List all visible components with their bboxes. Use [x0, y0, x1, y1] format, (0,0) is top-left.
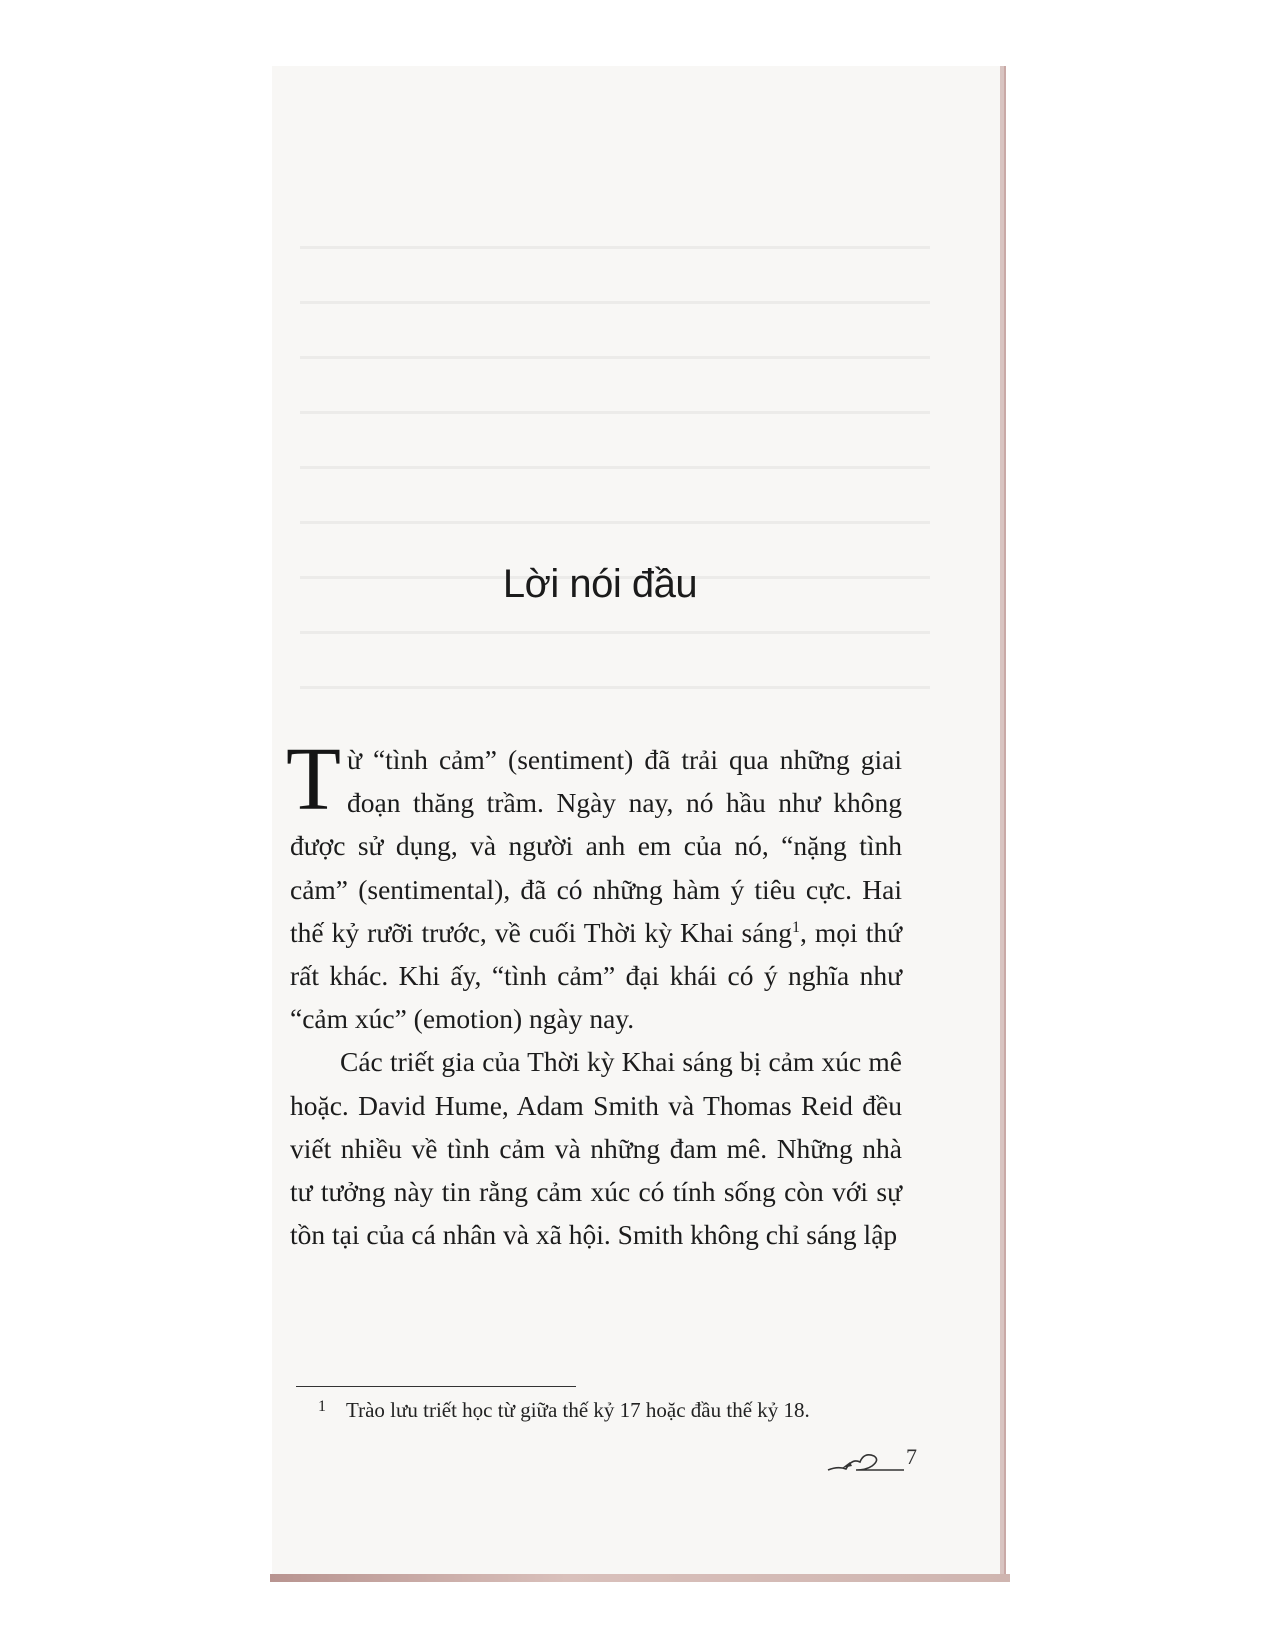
page-right-edge	[1000, 66, 1004, 1580]
footnote-number: 1	[318, 1398, 326, 1415]
chapter-title: Lời nói đầu	[502, 562, 698, 606]
paragraph-1-text: ừ “tình cảm” (sentiment) đã trải qua những giai đoạn thăng trầm. Ngày nay, nó hầu như không được sử dụng, và người anh em của nó, “nặng tình cảm” (sentimental), đã có những hàm ý tiêu cực. Hai thế kỷ rưỡi trước, về cuối Thời kỳ Khai sáng	[290, 744, 902, 948]
page-number: 7	[906, 1444, 917, 1469]
footnote-text: Trào lưu triết học từ giữa thế kỷ 17 hoặc đầu thế kỷ 18.	[346, 1398, 810, 1422]
footnote	[318, 1398, 898, 1423]
paragraph-1-end: , mọi thứ rất khác. Khi ấy, “tình cảm” đại khái có ý nghĩa như “cảm xúc” (emotion) ngày nay.	[290, 916, 902, 1035]
footnote-reference[interactable]: 1	[791, 918, 800, 936]
body-text	[286, 730, 902, 1256]
bleed-through-shadow	[300, 200, 930, 720]
paragraph-1	[286, 730, 902, 1040]
paragraph-2: Các triết gia của Thời kỳ Khai sáng bị cảm xúc mê hoặc. David Hume, Adam Smith và Thomas Reid đều viết nhiều về tình cảm và những đam mê. Những nhà tư tưởng này tin rằng cảm xúc có tính sống còn với sự tồn tại của cá nhân và xã hội. Smith không chỉ sáng lập	[290, 1046, 902, 1251]
page-bottom-edge	[270, 1574, 1010, 1582]
drop-cap: T	[286, 730, 341, 829]
pen-flourish-icon	[826, 1448, 906, 1476]
footnote-divider	[296, 1386, 576, 1387]
